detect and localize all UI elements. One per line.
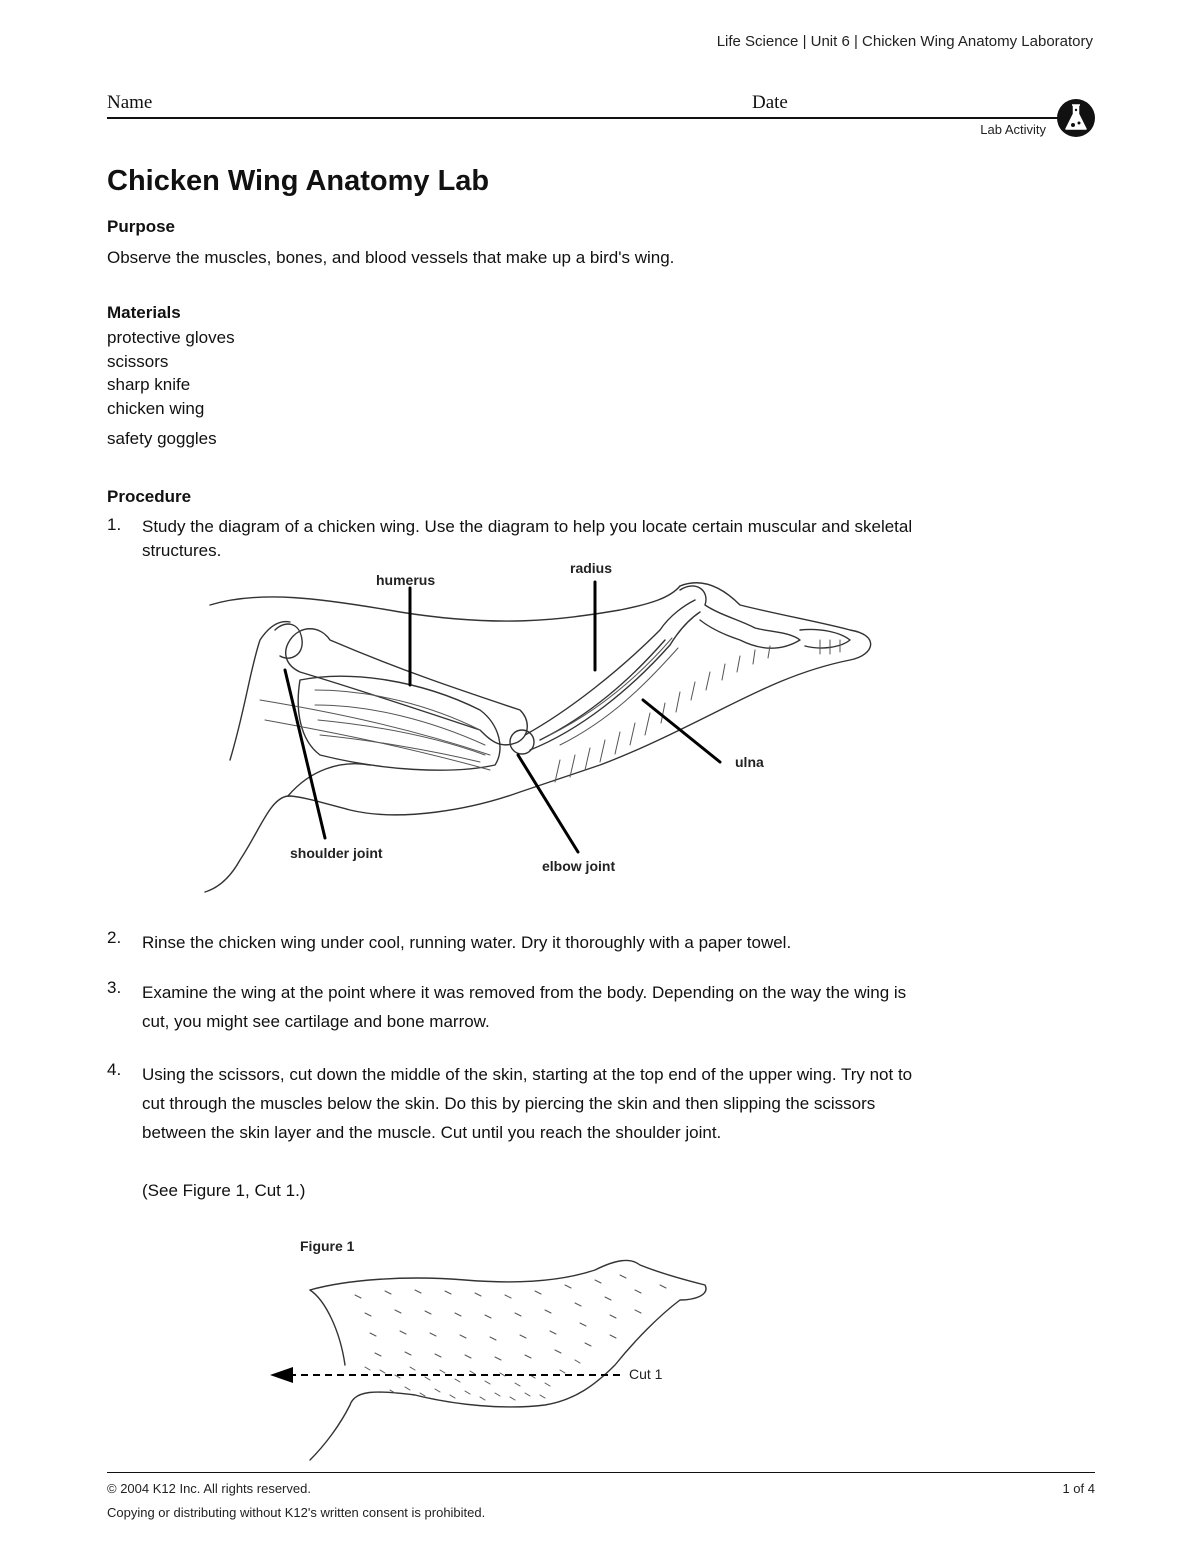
step-number: 3. bbox=[107, 978, 122, 997]
step-text: Rinse the chicken wing under cool, running water. Dry it thoroughly with a paper towel. bbox=[142, 933, 792, 952]
header-rule bbox=[107, 117, 1087, 119]
footer-rule bbox=[107, 1472, 1095, 1473]
label-ulna: ulna bbox=[735, 754, 764, 770]
figure1-outline bbox=[310, 1260, 706, 1460]
materials-item: sharp knife bbox=[107, 375, 191, 394]
figure1-title: Figure 1 bbox=[300, 1238, 355, 1254]
label-elbow-joint: elbow joint bbox=[542, 858, 616, 874]
label-humerus: humerus bbox=[376, 572, 436, 588]
figure1-skin-texture bbox=[355, 1275, 666, 1400]
purpose-heading: Purpose bbox=[107, 217, 176, 236]
procedure-heading: Procedure bbox=[107, 487, 192, 506]
upper-wing-muscle bbox=[260, 676, 500, 770]
label-radius: radius bbox=[570, 560, 613, 576]
materials-item: protective gloves bbox=[107, 328, 235, 347]
step-number: 1. bbox=[107, 515, 122, 534]
purpose-text: Observe the muscles, bones, and blood vessels that make up a bird's wing. bbox=[107, 248, 675, 267]
materials-item: chicken wing bbox=[107, 399, 205, 418]
figure1-wing-drawing bbox=[265, 1255, 715, 1465]
materials-heading: Materials bbox=[107, 303, 181, 322]
step-number: 2. bbox=[107, 928, 122, 947]
date-field-label: Date bbox=[752, 92, 788, 113]
running-header: Life Science | Unit 6 | Chicken Wing Anatomy Laboratory bbox=[716, 33, 1093, 50]
cut1-arrowhead bbox=[270, 1367, 293, 1383]
flask-icon bbox=[1056, 98, 1096, 138]
ulna-pointer bbox=[643, 700, 720, 762]
label-shoulder-joint: shoulder joint bbox=[290, 845, 383, 861]
procedure-step bbox=[107, 515, 967, 565]
name-field-label: Name bbox=[107, 92, 153, 113]
materials-item: scissors bbox=[107, 352, 169, 371]
elbow-joint-pointer bbox=[518, 755, 578, 852]
figure1-inner-edge bbox=[310, 1290, 345, 1365]
footer-page-number: 1 of 4 bbox=[1062, 1481, 1095, 1496]
step-number: 4. bbox=[107, 1060, 122, 1079]
lab-activity-label: Lab Activity bbox=[980, 122, 1046, 137]
procedure-step bbox=[107, 928, 967, 958]
step-text: Using the scissors, cut down the middle of the skin, starting at the top end of the upper wing. Try not to cut through the muscles below the skin. Do this by piercing the skin and then slipping the scissors between the skin layer and the muscle. Cut until you reach the shoulder joint. bbox=[142, 1065, 913, 1142]
step-note: (See Figure 1, Cut 1.) bbox=[142, 1181, 306, 1200]
elbow-joint-shape bbox=[510, 730, 534, 754]
procedure-step bbox=[107, 1060, 967, 1210]
step-text: Examine the wing at the point where it was removed from the body. Depending on the way the wing is cut, you might see cartilage and bone marrow. bbox=[142, 983, 907, 1031]
procedure-step bbox=[107, 978, 967, 1038]
footer-notice: Copying or distributing without K12's written consent is prohibited. bbox=[107, 1505, 486, 1520]
humerus-bone bbox=[286, 629, 528, 745]
figure1-cut-label: Cut 1 bbox=[629, 1366, 663, 1382]
page-title: Chicken Wing Anatomy Lab bbox=[107, 165, 490, 197]
footer-copyright: © 2004 K12 Inc. All rights reserved. bbox=[107, 1481, 311, 1496]
materials-item: safety goggles bbox=[107, 429, 217, 448]
step-text: Study the diagram of a chicken wing. Use the diagram to help you locate certain muscular and skeletal structures. bbox=[142, 517, 913, 560]
